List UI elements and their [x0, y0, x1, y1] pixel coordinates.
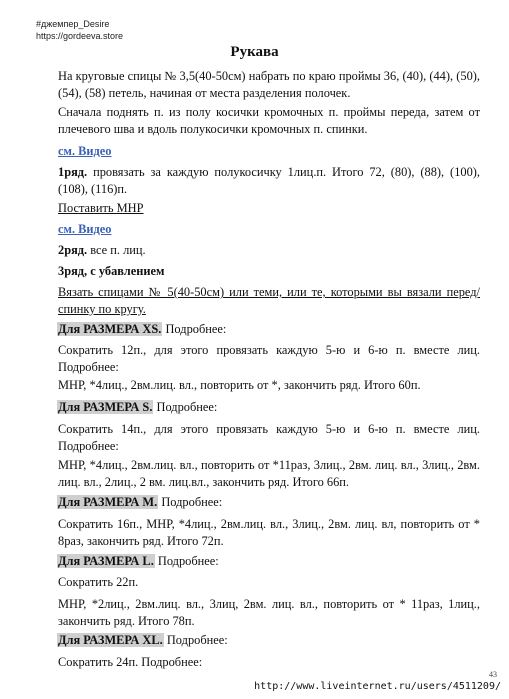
size-xs-header	[57, 321, 226, 338]
video-link-1-text[interactable]: см. Видео	[58, 144, 112, 158]
knit-note: Вязать спицами № 5(40-50см) или теми, или те, которыми вы вязали перед/спинку по кругу.	[58, 285, 480, 316]
marker-text: Поставить МНР	[58, 201, 144, 215]
page-title: Рукава	[230, 44, 279, 60]
row1-text: провязать за каждую полукосичку 1лиц.п. Итого 72, (80), (88), (100), (108), (116)п.	[58, 165, 480, 196]
size-l-text1: Сократить 22п.	[58, 575, 139, 589]
size-l-more: Подробнее:	[154, 554, 219, 568]
page-number: 43	[489, 670, 497, 679]
size-xl-more: Подробнее:	[163, 633, 228, 647]
row2-line	[58, 242, 146, 259]
header-tag: #джемпер_Desire	[36, 19, 110, 29]
row3-heading: 3ряд, с убавлением	[58, 264, 165, 278]
row1-label: 1ряд.	[58, 165, 88, 179]
size-xl-header	[57, 632, 228, 649]
size-l-text2: МНР, *2лиц., 2вм.лиц. вл., 3лиц, 2вм. лиц. вл., повторить от * 11раз, 1лиц., закончить ряд. Итого 78п.	[58, 597, 480, 628]
size-m-label: Для РАЗМЕРА М.	[58, 495, 158, 509]
video-link-2[interactable]	[58, 221, 112, 238]
size-xs-text2: МНР, *4лиц., 2вм.лиц. вл., повторить от *, закончить ряд. Итого 60п.	[58, 378, 421, 392]
pickup-paragraph: Сначала поднять п. из полу косички кромочных п. проймы переда, затем от плечевого шва и вдоль полукосички кромочных п. спинки.	[58, 105, 480, 136]
header-site[interactable]: https://gordeeva.store	[36, 31, 124, 41]
size-xl-label: Для РАЗМЕРА XL.	[58, 633, 163, 647]
footer-url[interactable]: http://www.liveinternet.ru/users/4511209/	[254, 681, 501, 692]
video-link-1[interactable]	[58, 143, 112, 160]
size-s-text2: МНР, *4лиц., 2вм.лиц. вл., повторить от *11раз, 3лиц., 2вм. лиц. вл., 3лиц., 2вм. лиц. вл., 2лиц., 2 вм. лиц.вл., закончить ряд. Итого 66п.	[58, 458, 480, 489]
row2-label: 2ряд.	[58, 243, 88, 257]
size-l-header	[57, 553, 219, 570]
size-xl-text1: Сократить 24п. Подробнее:	[58, 655, 203, 669]
row2-text: все п. лиц.	[87, 243, 146, 257]
size-xs-more: Подробнее:	[162, 322, 227, 336]
size-m-more: Подробнее:	[158, 495, 223, 509]
marker-line	[58, 200, 144, 217]
size-s-text1: Сократить 14п., для этого провязать каждую 5-ю и 6-ю п. вместе лиц. Подробнее:	[58, 422, 480, 453]
size-s-label: Для РАЗМЕРА S.	[58, 400, 153, 414]
size-s-more: Подробнее:	[153, 400, 218, 414]
video-link-2-text[interactable]: см. Видео	[58, 222, 112, 236]
size-xs-text1: Сократить 12п., для этого провязать каждую 5-ю и 6-ю п. вместе лиц. Подробнее:	[58, 343, 480, 374]
size-xs-label: Для РАЗМЕРА XS.	[58, 322, 162, 336]
row1-paragraph	[58, 164, 480, 198]
cast-on-paragraph: На круговые спицы № 3,5(40-50см) набрать по краю проймы 36, (40), (44), (50), (54), (58) петель, начиная от места разделения полочек.	[58, 69, 480, 100]
size-m-header	[57, 494, 222, 511]
size-l-label: Для РАЗМЕРА L.	[58, 554, 154, 568]
size-m-text1: Сократить 16п., МНР, *4лиц., 2вм.лиц. вл., 3лиц., 2вм. лиц. вл, повторить от * 8раз, закончить ряд. Итого 72п.	[58, 517, 480, 548]
size-s-header	[57, 399, 217, 416]
